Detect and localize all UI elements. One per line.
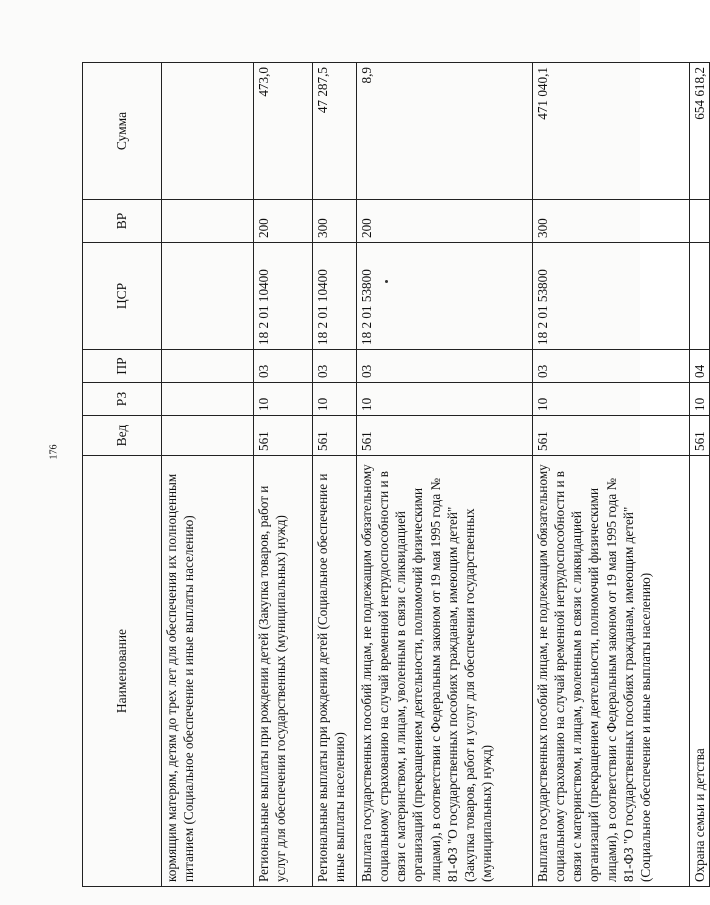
cell-sum — [162, 63, 254, 200]
scan-speck — [385, 280, 388, 283]
cell-sum: 654 618,2 — [690, 63, 710, 200]
header-ved: Вед — [83, 416, 162, 456]
table-row — [533, 63, 690, 887]
cell-pr: 03 — [533, 350, 690, 383]
table-row — [357, 63, 533, 887]
table-header-row — [83, 63, 162, 887]
cell-ved: 561 — [313, 416, 357, 456]
cell-pr: 04 — [690, 350, 710, 383]
cell-vr: 300 — [533, 200, 690, 243]
cell-vr: 300 — [313, 200, 357, 243]
cell-ved: 561 — [690, 416, 710, 456]
cell-csr — [690, 243, 710, 350]
cell-pr: 03 — [357, 350, 533, 383]
cell-pr: 03 — [254, 350, 313, 383]
table-row — [162, 63, 254, 887]
cell-csr: 18 2 01 53800 — [533, 243, 690, 350]
cell-rz: 10 — [254, 383, 313, 416]
cell-name: Региональные выплаты при рождении детей (Социальное обеспечение и иные выплаты населению) — [313, 456, 357, 887]
cell-ved: 561 — [254, 416, 313, 456]
cell-ved: 561 — [533, 416, 690, 456]
cell-rz: 10 — [690, 383, 710, 416]
cell-sum: 8,9 — [357, 63, 533, 200]
cell-ved: 561 — [357, 416, 533, 456]
budget-table — [82, 62, 710, 887]
table-row — [690, 63, 710, 887]
header-sum: Сумма — [83, 63, 162, 200]
cell-name: Выплата государственных пособий лицам, не подлежащим обязательному социальному страхованию на случай временной нетрудоспособности и в связи с материнством, и лицам, уволенным в связи с ликвидацией организаций (прекращением деятельности, полномочий физическими лицами), в соответствии с Федеральным законом от 19 мая 1995 года № 81-ФЗ "О государственных пособиях гражданам, имеющим детей" (Социальное обеспечение и иные выплаты населению) — [533, 456, 690, 887]
table-row — [313, 63, 357, 887]
header-vr: ВР — [83, 200, 162, 243]
cell-name: Выплата государственных пособий лицам, не подлежащим обязательному социальному страхованию на случай временной нетрудоспособности и в связи с материнством, и лицам, уволенным в связи с ликвидацией организаций (прекращением деятельности, полномочий физическими лицами), в соответствии с Федеральным законом от 19 мая 1995 года № 81-ФЗ "О государственных пособиях гражданам, имеющим детей" (Закупка товаров, работ и услуг для обеспечения государственных (муниципальных) нужд) — [357, 456, 533, 887]
cell-sum: 47 287,5 — [313, 63, 357, 200]
cell-csr — [162, 243, 254, 350]
cell-name: Охрана семьи и детства — [690, 456, 710, 887]
cell-vr: 200 — [254, 200, 313, 243]
cell-ved — [162, 416, 254, 456]
header-csr: ЦСР — [83, 243, 162, 350]
cell-csr: 18 2 01 10400 — [254, 243, 313, 350]
header-pr: ПР — [83, 350, 162, 383]
cell-name: Региональные выплаты при рождении детей (Закупка товаров, работ и услуг для обеспечения государственных (муниципальных) нужд) — [254, 456, 313, 887]
cell-vr — [162, 200, 254, 243]
header-rz: РЗ — [83, 383, 162, 416]
rotated-table-wrapper — [82, 63, 707, 887]
header-name: Наименование — [83, 456, 162, 887]
cell-vr — [690, 200, 710, 243]
cell-pr: 03 — [313, 350, 357, 383]
cell-vr: 200 — [357, 200, 533, 243]
cell-rz: 10 — [313, 383, 357, 416]
cell-rz — [162, 383, 254, 416]
cell-rz: 10 — [357, 383, 533, 416]
cell-csr: 18 2 01 53800 — [357, 243, 533, 350]
cell-pr — [162, 350, 254, 383]
cell-sum: 473,0 — [254, 63, 313, 200]
page-number: 176 — [48, 444, 60, 460]
cell-csr: 18 2 01 10400 — [313, 243, 357, 350]
table-row — [254, 63, 313, 887]
cell-name: кормящим матерям, детям до трех лет для обеспечения их полноценным питанием (Социальное обеспечение и иные выплаты населению) — [162, 456, 254, 887]
cell-sum: 471 040,1 — [533, 63, 690, 200]
cell-rz: 10 — [533, 383, 690, 416]
